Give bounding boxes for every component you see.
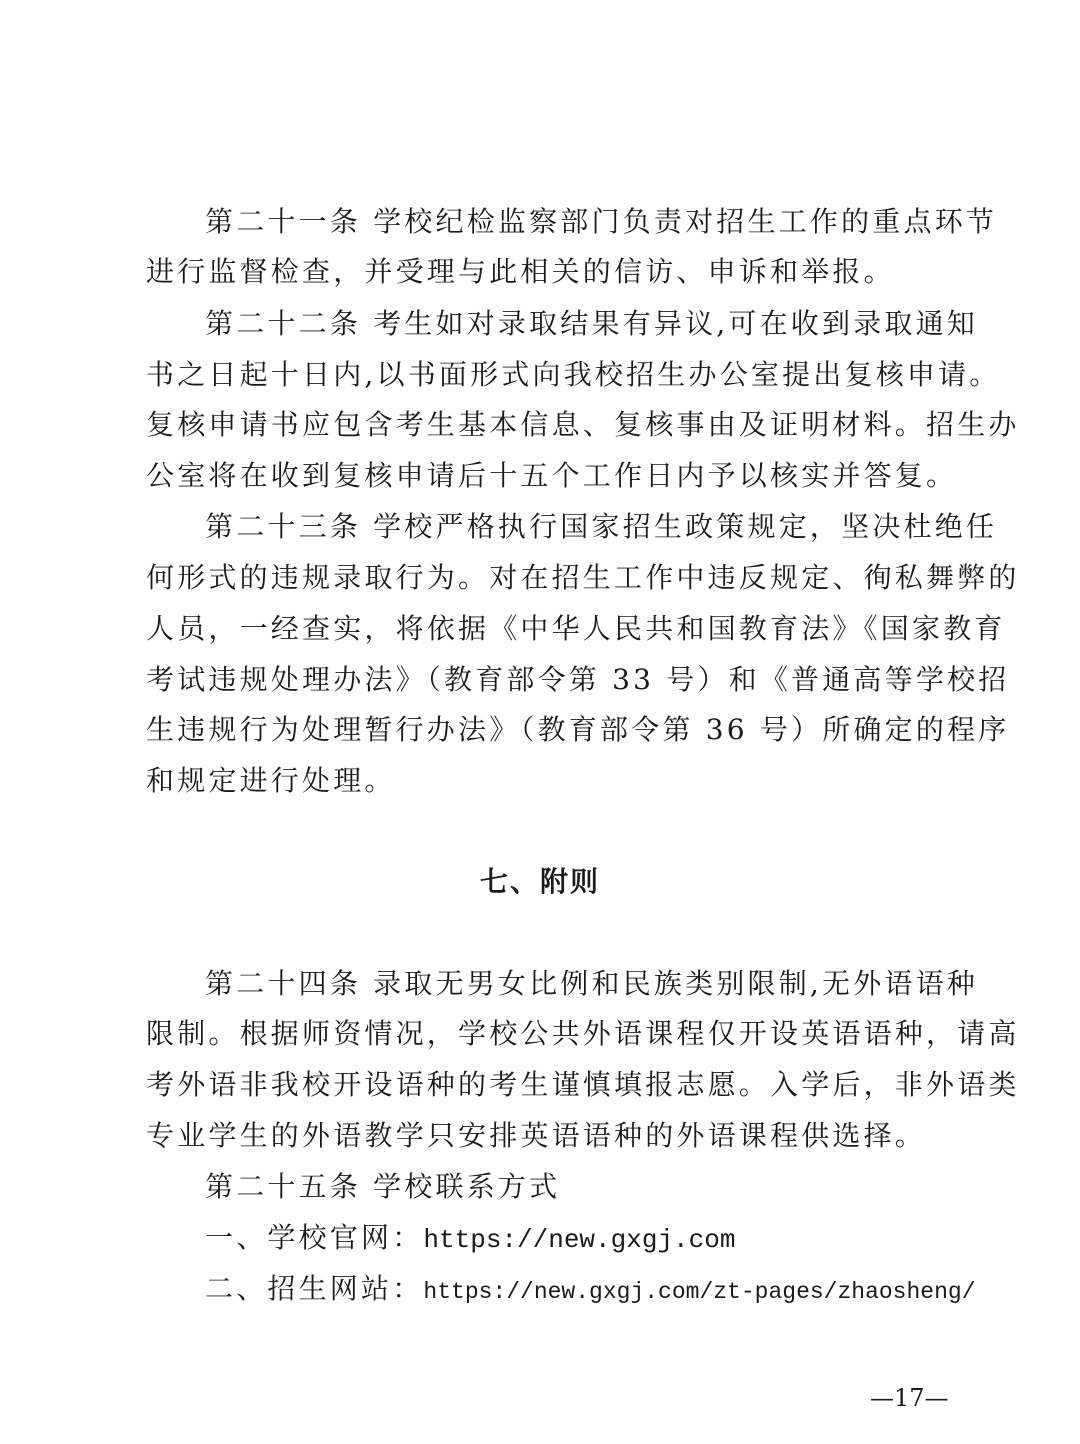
article-22-line-1: 第二十二条 考生如对录取结果有异议,可在收到录取通知 [205,307,979,340]
page-number: —17— [870,1384,949,1412]
article-22-line-4: 公室将在收到复核申请后十五个工作日内予以核实并答复。 [146,459,958,492]
article-23-line-3: 人员，一经查实，将依据《中华人民共和国教育法》《国家教育 [146,612,1006,645]
article-23-line-2: 何形式的违规录取行为。对在招生工作中违反规定、徇私舞弊的 [146,561,1020,594]
article-23-line-6: 和规定进行处理。 [146,764,396,797]
school-website-link[interactable]: https://new.gxgj.com [423,1225,736,1255]
article-21-line-1: 第二十一条 学校纪检监察部门负责对招生工作的重点环节 [205,205,998,238]
article-23-line-4: 考试违规处理办法》（教育部令第 33 号）和《普通高等学校招 [146,663,1010,696]
admissions-website-link[interactable]: https://new.gxgj.com/zt-pages/zhaosheng/ [423,1279,976,1305]
article-22-line-2: 书之日起十日内,以书面形式向我校招生办公室提出复核申请。 [146,358,1001,391]
article-23-line-5: 生违规行为处理暂行办法》（教育部令第 36 号）所确定的程序 [146,713,1010,746]
article-24-line-2: 限制。根据师资情况，学校公共外语课程仅开设英语语种，请高 [146,1017,1020,1050]
admissions-website-line [205,1269,976,1312]
admissions-website-label: 二、招生网站： [205,1272,424,1305]
article-22-line-3: 复核申请书应包含考生基本信息、复核事由及证明材料。招生办 [146,408,1020,441]
article-23-line-1: 第二十三条 学校严格执行国家招生政策规定，坚决杜绝任 [205,510,998,543]
article-24-line-3: 考外语非我校开设语种的考生谨慎填报志愿。入学后，非外语类 [146,1068,1020,1101]
section-heading: 七、附则 [479,865,600,898]
article-21-line-2: 进行监督检查，并受理与此相关的信访、申诉和举报。 [146,255,895,288]
article-24-line-1: 第二十四条 录取无男女比例和民族类别限制,无外语语种 [205,967,979,1000]
school-website-label: 一、学校官网： [205,1221,424,1254]
article-25-title: 第二十五条 学校联系方式 [205,1170,561,1203]
article-24-line-4: 专业学生的外语教学只安排英语语种的外语课程供选择。 [146,1119,927,1152]
school-website-line [205,1218,735,1260]
